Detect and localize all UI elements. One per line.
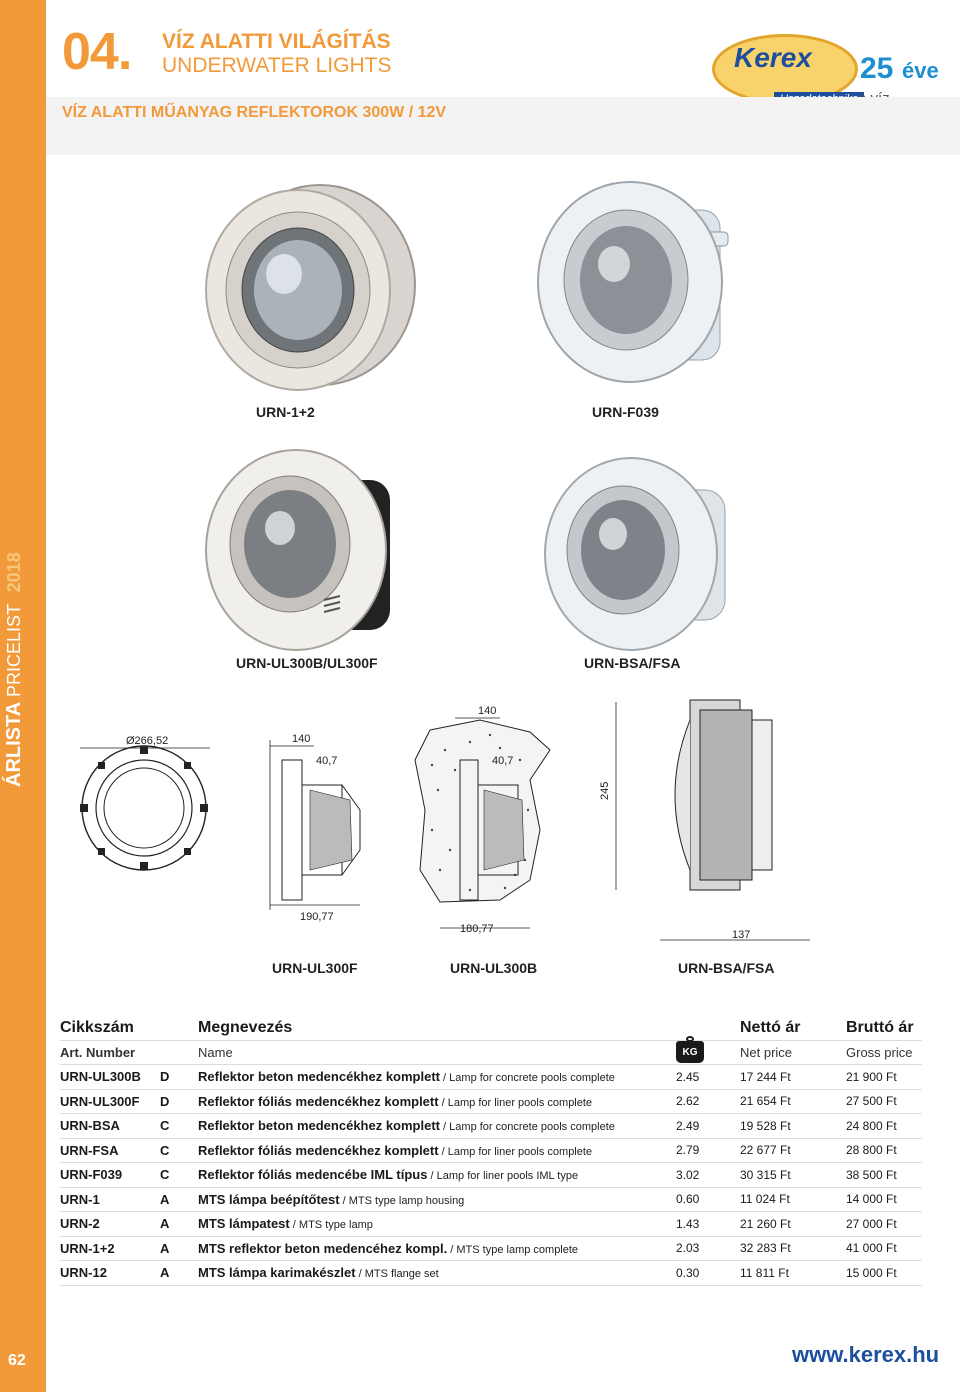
side-bar: [0, 0, 46, 1392]
caption-urn-bsa-fsa: URN-BSA/FSA: [584, 655, 681, 671]
gross-price-cell: 15 000 Ft: [836, 1261, 922, 1286]
header-kg-blank: [676, 1016, 732, 1040]
gross-price-cell: 28 800 Ft: [836, 1138, 922, 1163]
gross-price-cell: 41 000 Ft: [836, 1236, 922, 1261]
name-en: / Lamp for liner pools complete: [438, 1096, 593, 1109]
header-art-en: Art. Number: [60, 1040, 198, 1065]
weight-cell: 0.30: [676, 1261, 732, 1286]
gross-price-cell: 21 900 Ft: [836, 1065, 922, 1090]
dim-190: 190,77: [300, 911, 334, 923]
name-hu: MTS reflektor beton medencéhez kompl.: [198, 1240, 448, 1256]
class-cell: C: [160, 1138, 198, 1163]
page-number: 62: [8, 1352, 26, 1369]
dim-137: 137: [732, 929, 751, 941]
art-number-cell: URN-UL300B: [60, 1065, 160, 1090]
name-hu: Reflektor beton medencékhez komplett: [198, 1069, 440, 1085]
gross-price-cell: 27 000 Ft: [836, 1212, 922, 1237]
name-hu: MTS lámpatest: [198, 1216, 290, 1232]
caption-drawing-ul300b: URN-UL300B: [450, 960, 538, 976]
weight-cell: 0.60: [676, 1187, 732, 1212]
net-price-cell: 11 811 Ft: [732, 1261, 836, 1286]
dim-140-a: 140: [292, 733, 311, 745]
gross-price-cell: 38 500 Ft: [836, 1163, 922, 1188]
name-hu: Reflektor fóliás medencékhez komplett: [198, 1093, 439, 1109]
logo-years: 25: [860, 52, 894, 85]
weight-cell: 2.79: [676, 1138, 732, 1163]
name-cell: [198, 1138, 676, 1163]
gross-price-cell: 24 800 Ft: [836, 1114, 922, 1139]
art-number-cell: URN-F039: [60, 1163, 160, 1188]
drawing-front-view: [80, 746, 210, 870]
header-name-hu: Megnevezés: [198, 1016, 676, 1040]
art-number-cell: URN-12: [60, 1261, 160, 1286]
net-price-cell: 32 283 Ft: [732, 1236, 836, 1261]
table-row: [60, 1261, 922, 1286]
name-en: / Lamp for concrete pools complete: [440, 1072, 615, 1085]
weight-cell: 1.43: [676, 1212, 732, 1237]
logo-years-word: éve: [902, 58, 939, 83]
table-row: [60, 1212, 922, 1237]
class-cell: A: [160, 1212, 198, 1237]
caption-urn-1-2: URN-1+2: [256, 404, 315, 420]
name-hu: Reflektor fóliás medencékhez komplett: [198, 1142, 439, 1158]
name-cell: [198, 1236, 676, 1261]
art-number-cell: URN-BSA: [60, 1114, 160, 1139]
name-cell: [198, 1065, 676, 1090]
dim-245: 245: [599, 781, 611, 800]
product-image-urn-ul300: [200, 440, 400, 655]
weight-cell: 2.03: [676, 1236, 732, 1261]
header-art-hu: Cikkszám: [60, 1016, 198, 1040]
side-label: [3, 527, 37, 787]
table-row: [60, 1089, 922, 1114]
name-en: / Lamp for liner pools complete: [438, 1145, 593, 1158]
net-price-cell: 17 244 Ft: [732, 1065, 836, 1090]
name-en: / Lamp for concrete pools complete: [440, 1121, 615, 1134]
dim-40-7-b: 40,7: [492, 755, 514, 767]
name-cell: [198, 1187, 676, 1212]
weight-cell: 2.45: [676, 1065, 732, 1090]
name-en: / MTS type lamp housing: [339, 1194, 465, 1207]
net-price-cell: 21 260 Ft: [732, 1212, 836, 1237]
product-image-urn-f039: [530, 170, 760, 395]
drawing-side-ul300f: [270, 740, 360, 910]
art-number-cell: URN-1: [60, 1187, 160, 1212]
name-hu: Reflektor fóliás medencébe IML típus: [198, 1167, 428, 1183]
name-en: / Lamp for liner pools IML type: [427, 1170, 579, 1183]
net-price-cell: 19 528 Ft: [732, 1114, 836, 1139]
class-cell: A: [160, 1261, 198, 1286]
net-price-cell: 21 654 Ft: [732, 1089, 836, 1114]
class-cell: D: [160, 1065, 198, 1090]
table-header-en: [60, 1040, 922, 1065]
caption-urn-ul300: URN-UL300B/UL300F: [236, 655, 378, 671]
header-net-hu: Nettó ár: [732, 1016, 836, 1040]
header-gross-hu: Bruttó ár: [836, 1016, 922, 1040]
side-label-sub: PRICELIST: [4, 603, 24, 697]
table-row: [60, 1138, 922, 1163]
name-cell: [198, 1089, 676, 1114]
name-en: / MTS type lamp complete: [447, 1243, 579, 1256]
class-cell: C: [160, 1163, 198, 1188]
art-number-cell: URN-1+2: [60, 1236, 160, 1261]
table-row: [60, 1187, 922, 1212]
name-cell: [198, 1114, 676, 1139]
table-row: [60, 1065, 922, 1090]
weight-cell: 2.62: [676, 1089, 732, 1114]
header-gross-en: Gross price: [836, 1040, 922, 1065]
weight-cell: 3.02: [676, 1163, 732, 1188]
gross-price-cell: 27 500 Ft: [836, 1089, 922, 1114]
dim-140-b: 140: [478, 705, 497, 717]
caption-drawing-bsa-fsa: URN-BSA/FSA: [678, 960, 775, 976]
product-image-urn-1-2: [180, 180, 420, 400]
name-cell: [198, 1212, 676, 1237]
table-row: [60, 1236, 922, 1261]
logo-brand: Kerex: [734, 42, 812, 73]
caption-drawing-ul300f: URN-UL300F: [272, 960, 358, 976]
class-cell: A: [160, 1236, 198, 1261]
weight-cell: 2.49: [676, 1114, 732, 1139]
drawing-side-bsa-fsa: [616, 700, 810, 940]
name-hu: Reflektor beton medencékhez komplett: [198, 1118, 440, 1134]
dim-40-7-a: 40,7: [316, 755, 338, 767]
drawing-side-ul300b: [415, 718, 550, 928]
gross-price-cell: 14 000 Ft: [836, 1187, 922, 1212]
name-hu: MTS lámpa karimakészlet: [198, 1265, 356, 1281]
net-price-cell: 30 315 Ft: [732, 1163, 836, 1188]
technical-drawings: [60, 690, 920, 950]
header-kg: [676, 1040, 732, 1065]
net-price-cell: 11 024 Ft: [732, 1187, 836, 1212]
class-cell: D: [160, 1089, 198, 1114]
chapter-number: 04.: [62, 23, 132, 81]
weight-icon: KG: [676, 1041, 704, 1063]
caption-urn-f039: URN-F039: [592, 404, 659, 420]
price-table: [60, 1016, 922, 1286]
header-net-en: Net price: [732, 1040, 836, 1065]
table-row: [60, 1114, 922, 1139]
name-en: / MTS type lamp: [289, 1219, 373, 1232]
name-hu: MTS lámpa beépítőtest: [198, 1191, 340, 1207]
chapter-title-en: UNDERWATER LIGHTS: [162, 54, 392, 77]
side-label-main: ÁRLISTA: [3, 702, 25, 787]
dim-diameter: Ø266,52: [126, 735, 169, 747]
side-label-year: 2018: [4, 552, 24, 593]
product-image-urn-bsa-fsa: [535, 450, 745, 660]
dim-180: 180,77: [460, 923, 494, 935]
header-name-en: Name: [198, 1040, 676, 1065]
class-cell: A: [160, 1187, 198, 1212]
name-cell: [198, 1163, 676, 1188]
name-en: / MTS flange set: [355, 1268, 439, 1281]
table-header-hu: [60, 1016, 922, 1040]
class-cell: C: [160, 1114, 198, 1139]
table-row: [60, 1163, 922, 1188]
name-cell: [198, 1261, 676, 1286]
art-number-cell: URN-FSA: [60, 1138, 160, 1163]
art-number-cell: URN-2: [60, 1212, 160, 1237]
website-link[interactable]: www.kerex.hu: [792, 1342, 940, 1367]
section-title: VÍZ ALATTI MŰANYAG REFLEKTOROK 300W / 12V: [62, 104, 447, 121]
art-number-cell: URN-UL300F: [60, 1089, 160, 1114]
chapter-title-hu: VÍZ ALATTI VILÁGÍTÁS: [162, 30, 391, 53]
net-price-cell: 22 677 Ft: [732, 1138, 836, 1163]
